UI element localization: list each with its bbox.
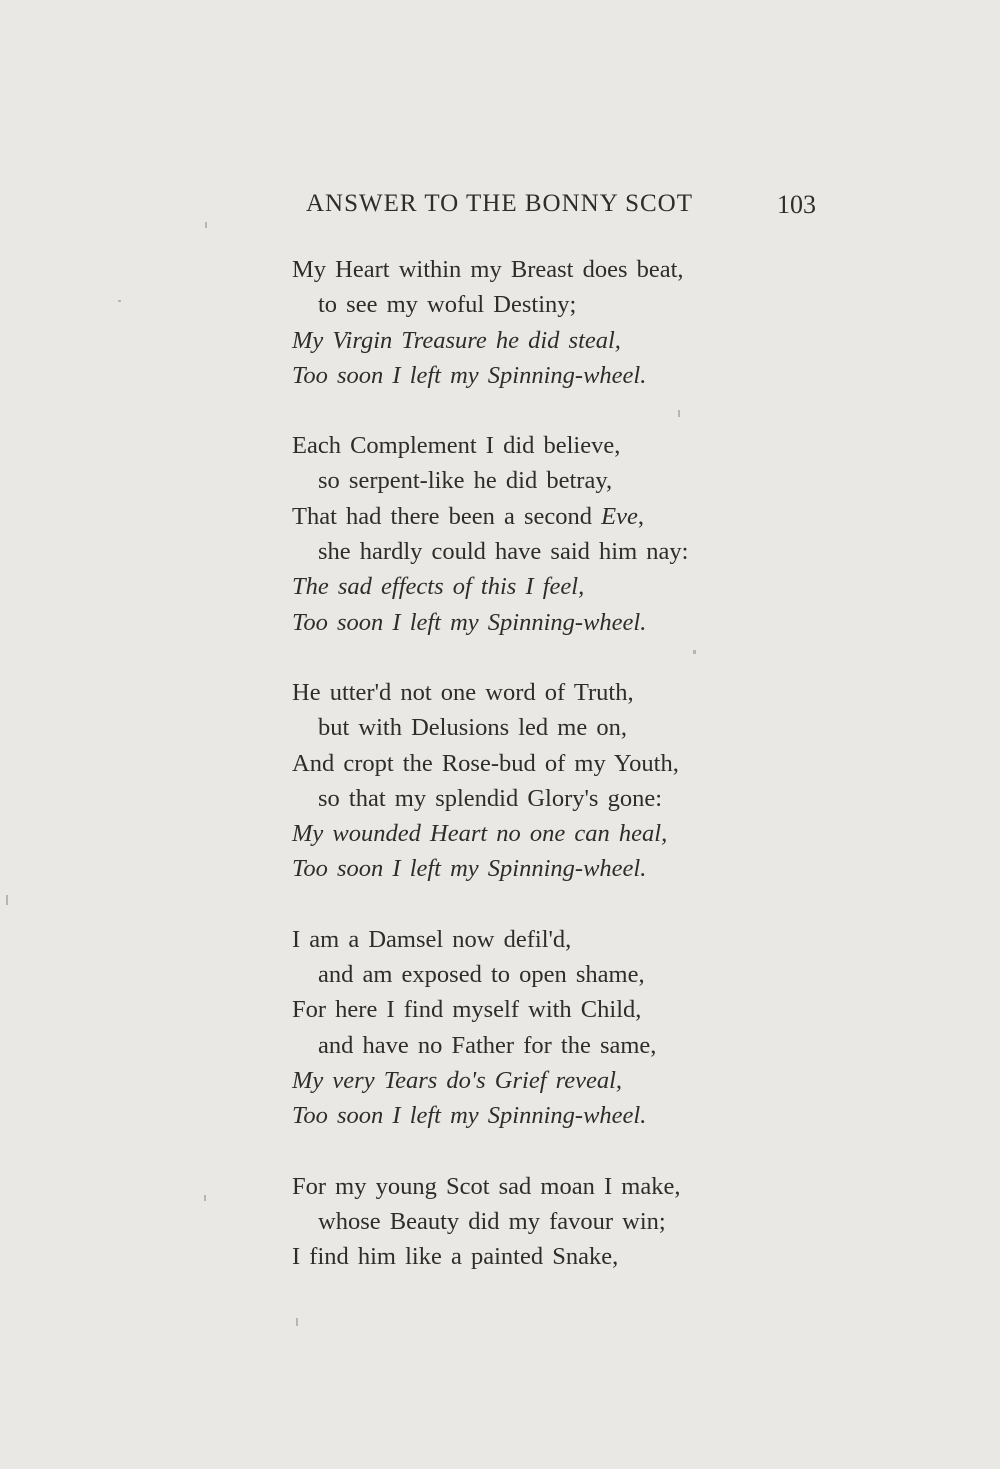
verse-line: whose Beauty did my favour win; [318,1207,666,1235]
paper-speck [296,1318,298,1326]
paper-speck [205,222,207,228]
verse-line: she hardly could have said him nay: [318,538,689,566]
paper-speck [204,1195,206,1201]
stanza [292,922,792,1134]
verse-line: Each Complement I did believe, [292,432,621,460]
refrain-line: Too soon I left my Spinning-wheel. [292,361,647,389]
stanza [292,675,792,887]
verse-punctuation: , [637,502,644,530]
verse-line: For here I find myself with Child, [292,996,642,1024]
running-title: ANSWER TO THE BONNY SCOT [306,190,693,217]
verse-line: For my young Scot sad moan I make, [292,1172,681,1200]
paper-speck [678,410,680,417]
emphasized-name: Eve [601,502,638,530]
refrain-line: Too soon I left my Spinning-wheel. [292,855,647,883]
refrain-line: My Virgin Treasure he did steal, [292,326,621,354]
page-number: 103 [777,190,816,219]
verse-line: He utter'd not one word of Truth, [292,678,634,706]
stanza [292,252,792,393]
verse-line: but with Delusions led me on, [318,714,627,742]
verse-line: And cropt the Rose-bud of my Youth, [292,749,679,777]
verse-line: to see my woful Destiny; [318,291,577,319]
paper-speck [693,650,696,654]
stanza [292,1169,792,1275]
poem [292,252,792,1309]
verse-line: I am a Damsel now defil'd, [292,925,572,953]
refrain-line: My very Tears do's Grief reveal, [292,1066,623,1094]
paper-speck [118,300,121,302]
verse-text: That had there been a second [292,502,602,530]
refrain-line: Too soon I left my Spinning-wheel. [292,1102,647,1130]
verse-line: and am exposed to open shame, [318,961,645,989]
verse-line: My Heart within my Breast does beat, [292,256,684,283]
running-head [306,190,816,230]
paper-speck [6,895,8,905]
verse-line [292,499,792,534]
stanza [292,428,792,640]
verse-line: I find him like a painted Snake, [292,1243,619,1271]
verse-line: and have no Father for the same, [318,1031,657,1059]
refrain-line: The sad effects of this I feel, [292,573,585,601]
verse-line: so that my splendid Glory's gone: [318,784,663,812]
refrain-line: Too soon I left my Spinning-wheel. [292,608,647,636]
refrain-line: My wounded Heart no one can heal, [292,820,668,848]
verse-line: so serpent-like he did betray, [318,467,613,495]
